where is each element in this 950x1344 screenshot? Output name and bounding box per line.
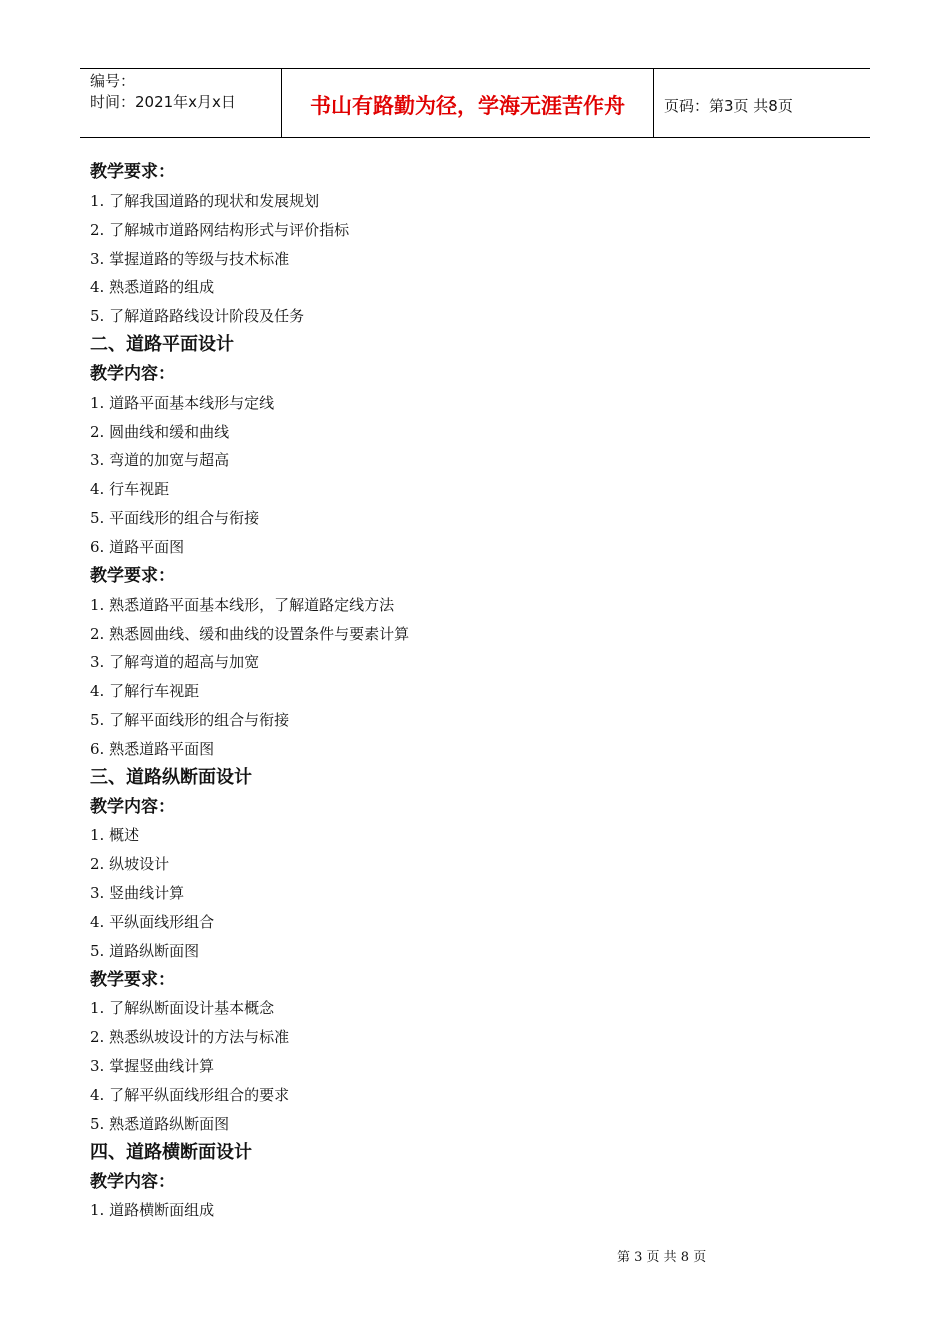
- list-item: 4. 行车视距: [90, 480, 170, 499]
- page-header: [80, 68, 870, 138]
- list-item: 4. 平纵面线形组合: [90, 912, 215, 931]
- list-item: 2. 了解城市道路网结构形式与评价指标: [90, 220, 350, 239]
- page-footer: 第 3 页 共 8 页: [617, 1250, 707, 1265]
- header-motto: 书山有路勤为径，学海无涯苦作舟: [281, 69, 654, 137]
- list-item: 3. 掌握竖曲线计算: [90, 1057, 215, 1076]
- subsection-heading: 教学内容：: [90, 796, 175, 817]
- list-item: 1. 概述: [90, 826, 140, 845]
- subsection-heading: 教学要求：: [90, 162, 175, 182]
- list-item: 4. 了解平纵面线形组合的要求: [90, 1086, 290, 1104]
- list-item: 3. 了解弯道的超高与加宽: [90, 653, 260, 672]
- list-item: 4. 熟悉道路的组成: [90, 278, 215, 297]
- list-item: 5. 熟悉道路纵断面图: [90, 1114, 230, 1133]
- list-item: 1. 了解我国道路的现状和发展规划: [90, 191, 320, 210]
- document-time: 时间：2021年x月x日: [90, 93, 236, 111]
- subsection-heading: 教学要求：: [90, 969, 175, 990]
- list-item: 2. 纵坡设计: [90, 855, 170, 874]
- list-item: 2. 圆曲线和缓和曲线: [90, 422, 230, 441]
- list-item: 1. 熟悉道路平面基本线形，了解道路定线方法: [90, 595, 395, 614]
- list-item: 5. 了解平面线形的组合与衔接: [90, 711, 290, 730]
- list-item: 5. 道路纵断面图: [90, 941, 200, 960]
- list-item: 6. 道路平面图: [90, 537, 185, 556]
- list-item: 5. 平面线形的组合与衔接: [90, 509, 260, 528]
- section-heading: 四、道路横断面设计: [90, 1141, 252, 1163]
- list-item: 3. 弯道的加宽与超高: [90, 451, 230, 470]
- list-item: 2. 熟悉纵坡设计的方法与标准: [90, 1028, 290, 1047]
- list-item: 1. 道路横断面组成: [90, 1201, 215, 1220]
- subsection-heading: 教学要求：: [90, 565, 175, 586]
- list-item: 6. 熟悉道路平面图: [90, 739, 215, 758]
- section-heading: 三、道路纵断面设计: [90, 766, 252, 788]
- list-item: 2. 熟悉圆曲线、缓和曲线的设置条件与要素计算: [90, 624, 410, 643]
- list-item: 1. 了解纵断面设计基本概念: [90, 999, 275, 1018]
- list-item: 3. 掌握道路的等级与技术标准: [90, 249, 290, 268]
- section-heading: 二、道路平面设计: [90, 334, 234, 356]
- list-item: 3. 竖曲线计算: [90, 884, 185, 903]
- header-meta: [80, 69, 281, 137]
- header-page-info: 页码：第3页 共8页: [664, 96, 793, 115]
- list-item: 4. 了解行车视距: [90, 682, 200, 701]
- list-item: 1. 道路平面基本线形与定线: [90, 393, 275, 412]
- list-item: 5. 了解道路路线设计阶段及任务: [90, 307, 305, 326]
- subsection-heading: 教学内容：: [90, 1171, 175, 1192]
- subsection-heading: 教学内容：: [90, 363, 175, 384]
- document-body: [90, 158, 850, 1225]
- document-number-label: 编号：: [90, 72, 136, 90]
